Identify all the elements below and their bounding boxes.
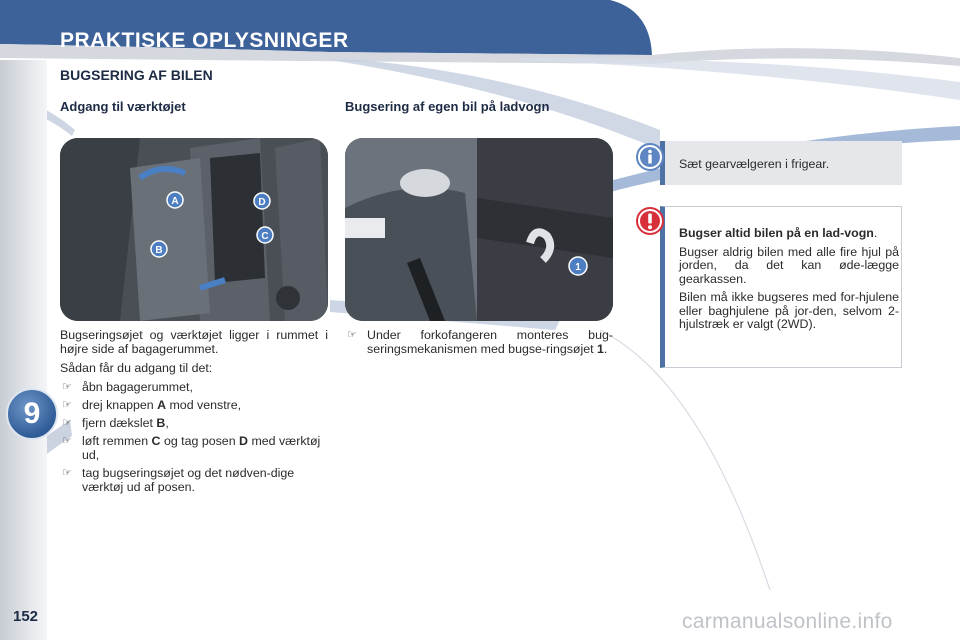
pointer-bullet-icon: ☞: [62, 381, 72, 393]
pointer-bullet-icon: ☞: [62, 467, 72, 479]
warning-title: Bugser altid bilen på en lad-vogn.: [679, 226, 878, 240]
middle-column-text: [345, 328, 613, 360]
middle-column-heading: Bugsering af egen bil på ladvogn: [345, 99, 550, 114]
steps-list: [60, 380, 328, 494]
photo-label-a: A: [171, 196, 179, 207]
warning-paragraph: Bilen må ikke bugseres med for-hjulene eller baghjulene på jor-den, selvom 2-hjulstræk er valgt (2WD).: [679, 290, 899, 331]
photo-label-c: C: [261, 231, 269, 242]
intro-paragraph: Bugseringsøjet og værktøjet ligger i rummet i højre side af bagagerummet.: [60, 328, 328, 356]
side-margin-strip: [0, 60, 47, 640]
page-header-title: PRAKTISKE OPLYSNINGER: [60, 29, 349, 52]
left-column-text: [60, 328, 328, 498]
photo-label-1: 1: [575, 262, 581, 273]
steps-intro: Sådan får du adgang til det:: [60, 361, 213, 375]
watermark-text: carmanualsonline.info: [682, 610, 893, 633]
list-item: ☞ åbn bagagerummet,: [62, 380, 193, 394]
list-item: ☞ fjern dækslet B,: [62, 416, 169, 430]
list-item: ☞ drej knappen A mod venstre,: [62, 398, 242, 412]
car-front-photo: [345, 138, 613, 321]
pointer-bullet-icon: ☞: [62, 399, 72, 411]
info-icon: [636, 143, 664, 171]
photo-label-d: D: [258, 197, 266, 208]
chapter-badge: 9: [6, 388, 58, 440]
pointer-bullet-icon: ☞: [347, 329, 357, 341]
pointer-bullet-icon: ☞: [62, 417, 72, 429]
list-item: ☞ tag bugseringsøjet og det nødven-dige værktøj ud af posen.: [62, 466, 295, 494]
warning-paragraph: Bugser aldrig bilen med alle fire hjul på jorden, da det kan øde-lægge gearkassen.: [679, 244, 899, 286]
info-note-box: [660, 141, 902, 185]
section-title: BUGSERING AF BILEN: [60, 67, 213, 83]
info-note-text: Sæt gearvælgeren i frigear.: [679, 157, 830, 171]
warning-note-box: [660, 206, 902, 368]
list-item: ☞ Under forkofangeren monteres bug-seringsmekanismen med bugse-ringsøjet 1.: [347, 328, 613, 356]
list-item: ☞ løft remmen C og tag posen D med værktøj ud,: [62, 434, 321, 462]
page-number: 152: [13, 608, 39, 625]
photo-label-b: B: [155, 245, 163, 256]
trunk-compartment-photo: [60, 138, 328, 321]
pointer-bullet-icon: ☞: [62, 435, 72, 447]
warning-icon: [636, 207, 664, 235]
left-column-heading: Adgang til værktøjet: [60, 99, 186, 114]
